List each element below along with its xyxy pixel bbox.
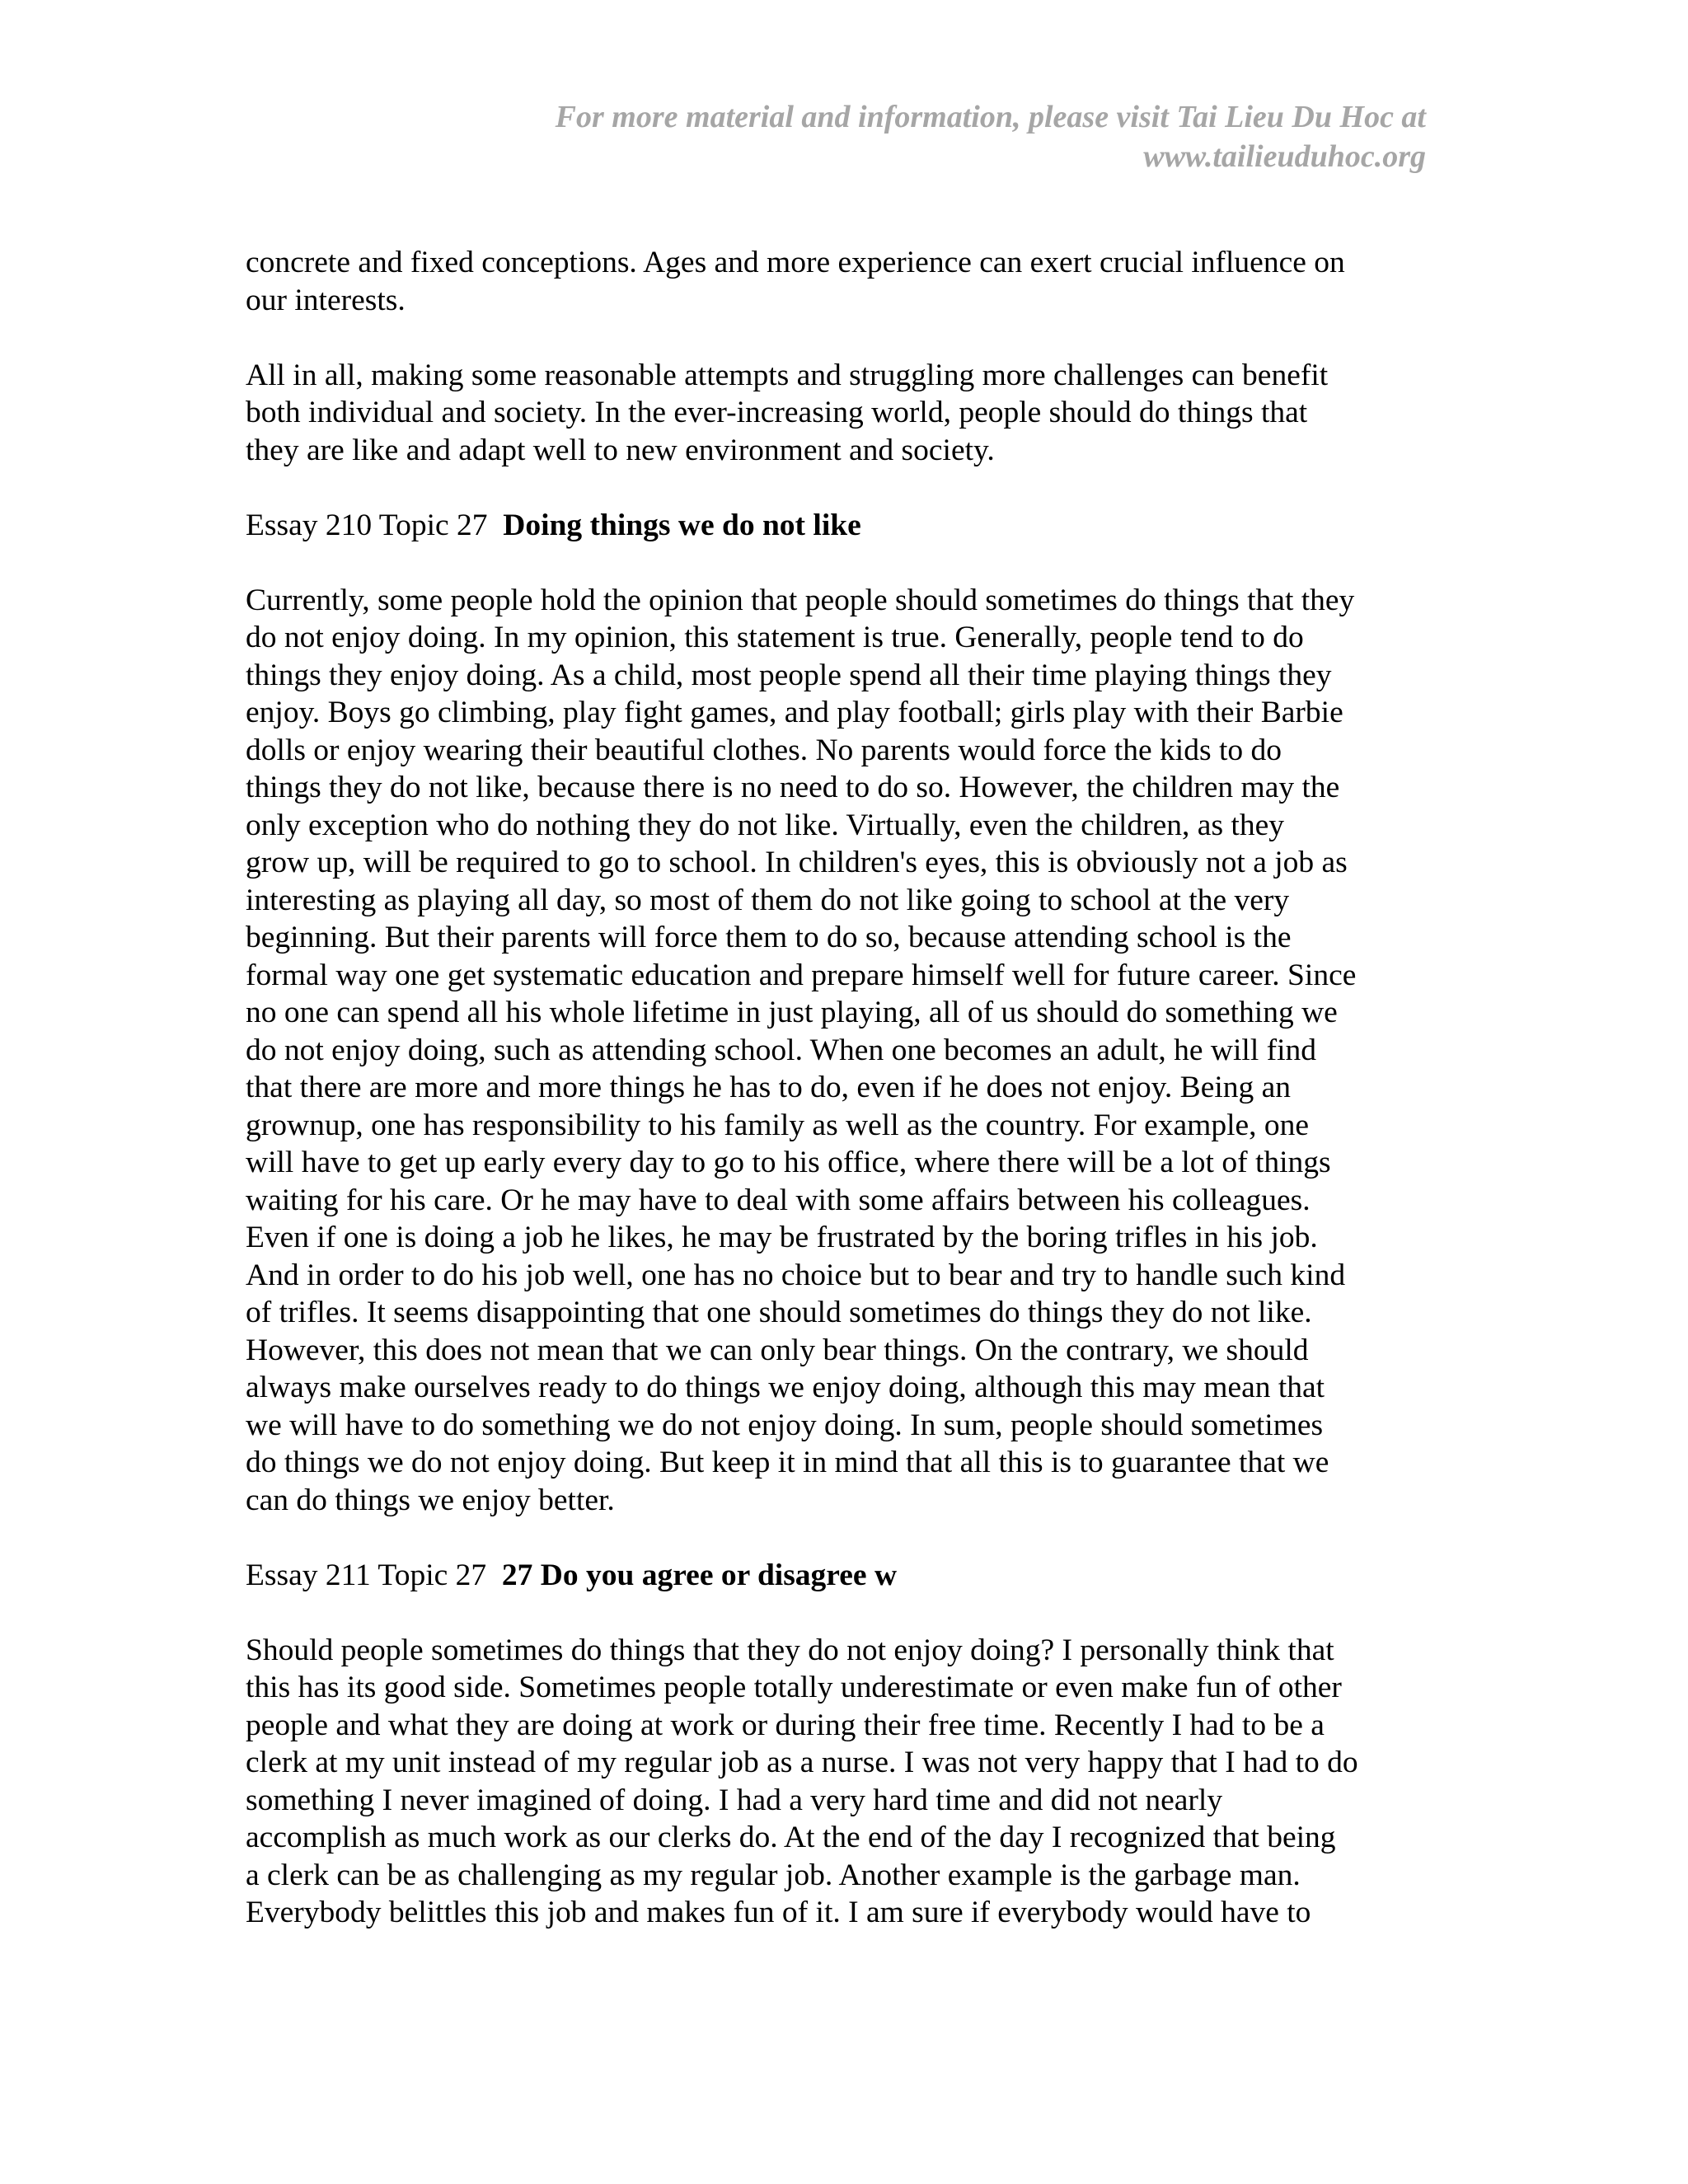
text-line: something I never imagined of doing. I had a very hard time and did not nearly	[246, 1783, 1223, 1817]
text-line: And in order to do his job well, one has no choice but to bear and try to handle such kind	[246, 1258, 1346, 1292]
text-line: can do things we enjoy better.	[246, 1483, 615, 1517]
text-line: grow up, will be required to go to school. In children's eyes, this is obviously not a job as	[246, 846, 1348, 879]
text-line: formal way one get systematic education and prepare himself well for future career. Since	[246, 958, 1357, 992]
text-line: Should people sometimes do things that they do not enjoy doing? I personally think that	[246, 1633, 1334, 1667]
text-line: concrete and fixed conceptions. Ages and more experience can exert crucial influence on	[246, 246, 1345, 279]
text-line: we will have to do something we do not enjoy doing. In sum, people should sometimes	[246, 1408, 1324, 1442]
document-body	[246, 244, 1449, 1969]
text-line: do not enjoy doing, such as attending school. When one becomes an adult, he will find	[246, 1033, 1317, 1067]
text-line: they are like and adapt well to new environment and society.	[246, 433, 995, 467]
essay-211-title: 27 Do you agree or disagree w	[501, 1558, 898, 1592]
page-header	[556, 97, 1426, 176]
text-line: a clerk can be as challenging as my regular job. Another example is the garbage man.	[246, 1858, 1301, 1892]
text-line: beginning. But their parents will force them to do so, because attending school is the	[246, 921, 1292, 954]
text-line: grownup, one has responsibility to his family as well as the country. For example, one	[246, 1108, 1310, 1142]
essay-211-heading	[246, 1557, 1449, 1595]
text-line: Even if one is doing a job he likes, he may be frustrated by the boring trifles in his job.	[246, 1221, 1318, 1254]
text-line: Currently, some people hold the opinion that people should sometimes do things that they	[246, 583, 1355, 617]
text-line: waiting for his care. Or he may have to deal with some affairs between his colleagues.	[246, 1183, 1311, 1217]
text-line: people and what they are doing at work or during their free time. Recently I had to be a	[246, 1708, 1325, 1742]
essay-210-label: Essay 210 Topic 27	[246, 508, 488, 542]
text-line: this has its good side. Sometimes people totally underestimate or even make fun of other	[246, 1671, 1342, 1704]
text-line: do not enjoy doing. In my opinion, this statement is true. Generally, people tend to do	[246, 621, 1304, 654]
text-line: things they enjoy doing. As a child, most people spend all their time playing things they	[246, 658, 1332, 692]
text-line: However, this does not mean that we can only bear things. On the contrary, we should	[246, 1333, 1309, 1367]
text-line: that there are more and more things he has to do, even if he does not enjoy. Being an	[246, 1071, 1292, 1104]
text-line: dolls or enjoy wearing their beautiful clothes. No parents would force the kids to do	[246, 733, 1282, 767]
text-line: accomplish as much work as our clerks do. At the end of the day I recognized that being	[246, 1821, 1336, 1854]
text-line: both individual and society. In the ever-increasing world, people should do things that	[246, 396, 1308, 429]
text-line: do things we do not enjoy doing. But keep it in mind that all this is to guarantee that we	[246, 1446, 1329, 1479]
header-website-link[interactable]: www.tailieuduhoc.org	[1143, 139, 1426, 174]
text-line: All in all, making some reasonable attempts and struggling more challenges can benefit	[246, 358, 1329, 392]
essay-210-heading	[246, 507, 1449, 545]
text-line: no one can spend all his whole lifetime in just playing, all of us should do something we	[246, 996, 1338, 1029]
essay-211-body	[246, 1632, 1449, 1932]
text-line: interesting as playing all day, so most of them do not like going to school at the very	[246, 883, 1290, 917]
text-line: things they do not like, because there is no need to do so. However, the children may the	[246, 771, 1340, 804]
text-line: will have to get up early every day to go to his office, where there will be a lot of things	[246, 1146, 1331, 1179]
conclusion-paragraph	[246, 357, 1449, 470]
essay-210-title: Doing things we do not like	[503, 508, 861, 542]
text-line: of trifles. It seems disappointing that one should sometimes do things they do not like.	[246, 1296, 1312, 1329]
header-line-1: For more material and information, please visit Tai Lieu Du Hoc at	[555, 100, 1426, 134]
text-line: clerk at my unit instead of my regular job as a nurse. I was not very happy that I had to do	[246, 1746, 1358, 1779]
text-line: Everybody belittles this job and makes fun of it. I am sure if everybody would have to	[246, 1896, 1311, 1929]
text-line: enjoy. Boys go climbing, play fight games, and play football; girls play with their Barbie	[246, 696, 1343, 729]
text-line: only exception who do nothing they do not like. Virtually, even the children, as they	[246, 808, 1284, 842]
essay-210-body	[246, 582, 1449, 1520]
essay-211-label: Essay 211 Topic 27	[246, 1558, 487, 1592]
text-line: our interests.	[246, 283, 406, 317]
text-line: always make ourselves ready to do things we enjoy doing, although this may mean that	[246, 1371, 1325, 1404]
intro-paragraph	[246, 244, 1449, 319]
